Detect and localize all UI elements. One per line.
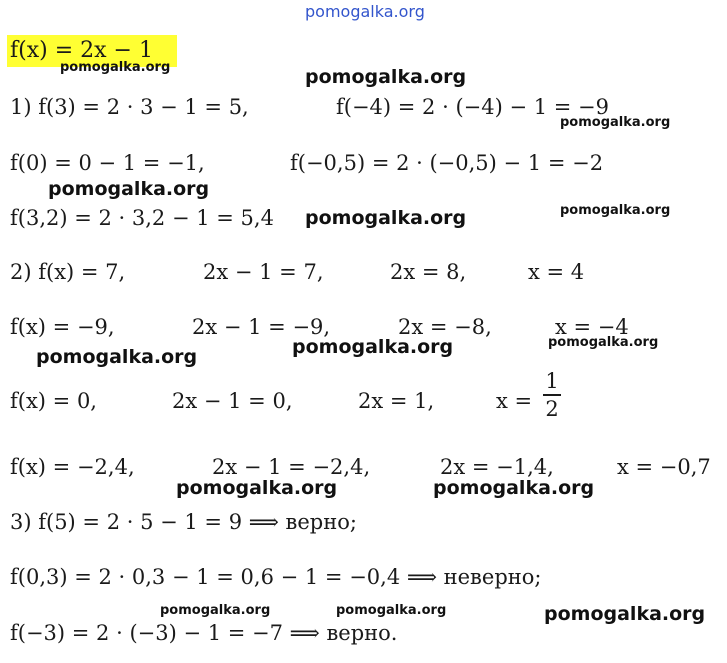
watermark-14: pomogalka.org [544,603,706,625]
watermark-1: pomogalka.org [60,60,171,75]
line-6-part-1: f(x) = 0, [10,389,97,413]
line-8: 3) f(5) = 2 · 5 − 1 = 9 ⟹ верно; [10,510,357,534]
watermark-10: pomogalka.org [176,477,338,499]
fraction-numerator: 1 [545,369,559,393]
watermark-7: pomogalka.org [36,346,198,368]
line-4-part-4: x = 4 [528,260,585,284]
watermark-6: pomogalka.org [560,203,671,218]
fraction-one-half [543,369,561,421]
line-5-part-4: x = −4 [555,315,629,339]
line-2-part-1: f(0) = 0 − 1 = −1, [10,151,205,175]
function-title: f(x) = 2x − 1 [10,38,153,63]
line-10: f(−3) = 2 · (−3) − 1 = −7 ⟹ верно. [10,621,398,645]
watermark-11: pomogalka.org [433,477,595,499]
line-7-part-1: f(x) = −2,4, [10,455,135,479]
watermark-5: pomogalka.org [305,207,467,229]
line-5-part-2: 2x − 1 = −9, [192,315,331,339]
line-4-part-1: 2) f(x) = 7, [10,260,126,284]
line-6-part-4: x = [496,389,533,413]
line-2-part-2: f(−0,5) = 2 · (−0,5) − 1 = −2 [290,151,604,175]
line-3-part-1: f(3,2) = 2 · 3,2 − 1 = 5,4 [10,206,274,230]
watermark-8: pomogalka.org [292,336,454,358]
fraction-bar [543,394,561,396]
line-7-part-3: 2x = −1,4, [440,455,554,479]
watermark-3: pomogalka.org [560,115,671,130]
watermark-13: pomogalka.org [336,603,447,618]
line-4-part-3: 2x = 8, [390,260,467,284]
line-6-part-2: 2x − 1 = 0, [172,389,293,413]
watermark-4: pomogalka.org [48,178,210,200]
line-1-part-2: f(−4) = 2 · (−4) − 1 = −9 [336,95,609,119]
line-5-part-1: f(x) = −9, [10,315,115,339]
fraction-denominator: 2 [545,396,559,421]
top-watermark: pomogalka.org [305,2,425,21]
line-5-part-3: 2x = −8, [398,315,492,339]
watermark-9: pomogalka.org [548,335,659,350]
line-4-part-2: 2x − 1 = 7, [203,260,324,284]
line-7-part-2: 2x − 1 = −2,4, [212,455,371,479]
line-6-part-3: 2x = 1, [358,389,435,413]
line-9: f(0,3) = 2 · 0,3 − 1 = 0,6 − 1 = −0,4 ⟹ неверно; [10,565,542,589]
watermark-12: pomogalka.org [160,603,271,618]
line-1-part-1: 1) f(3) = 2 · 3 − 1 = 5, [10,95,249,119]
line-7-part-4: x = −0,7 [617,455,711,479]
watermark-2: pomogalka.org [305,66,467,88]
